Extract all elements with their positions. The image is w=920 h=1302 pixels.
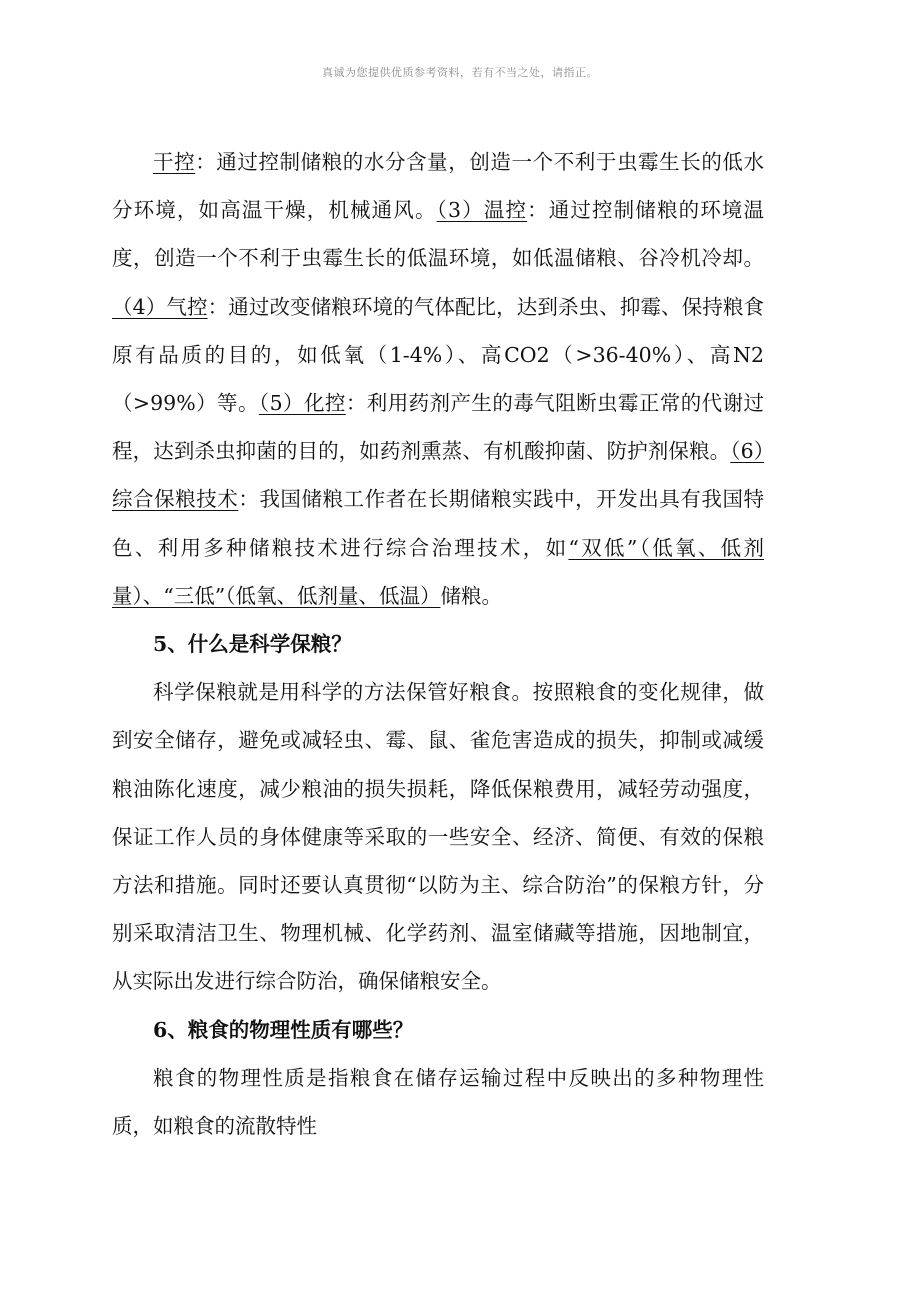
term-gas-control: （4）气控 [112,294,208,319]
paragraph-scientific-storage [112,668,764,1005]
term-integrated-technology: （6）综合保粮技术 [112,439,765,512]
text-run: 科学保粮就是用科学的方法保管好粮食。按照粮食的变化规律，做到安全储存，避免或减轻虫、霉、鼠、雀危害造成的损失，抑制或减缓粮油陈化速度，减少粮油的损失损耗，降低保粮费用，减轻劳动强度，保证工作人员的身体健康等采取的一些安全、经济、简便、有效的保粮方法和措施。同时还要认真贯彻“以防为主、综合防治”的保粮方针，分别采取清洁卫生、物理机械、化学药剂、温室储藏等措施，因地制宜，从实际出发进行综合防治，确保储粮安全。 [112,680,764,994]
text-run: ：通过控制储粮的水分含量，创造一个不利于虫霉生长的低水分环境，如高温干燥，机械通风。 [112,150,765,223]
section-heading-5 [112,620,764,668]
term-chemical-control: （5）化控 [258,391,346,416]
text-run: ：利用药剂产生的毒气阻断虫霉正常的代谢过程，达到杀虫抑菌的目的，如药剂熏蒸、有机酸抑菌、防护剂保粮。 [112,391,765,464]
paragraph-storage-control-methods [112,138,764,620]
heading-text: 5、什么是科学保粮？ [153,632,352,657]
text-run: ：我国储粮工作者在长期储粮实践中，开发出具有我国特色、利用多种储粮技术进行综合治理技术，如 [112,487,765,560]
term-double-low-triple-low: “双低”（低氧、低剂量）、“三低”（低氧、低剂量、低温） [112,535,764,608]
term-temperature-control: （3）温控 [436,198,528,223]
document-body [112,138,764,1150]
page-header-note: 真诚为您提供优质参考资料，若有不当之处，请指正。 [322,66,598,79]
paragraph-physical-properties [112,1054,764,1150]
text-run: 储粮。 [440,583,502,608]
text-run: 粮食的物理性质是指粮食在储存运输过程中反映出的多种物理性质，如粮食的流散特性 [112,1065,764,1139]
text-run: ：通过改变储粮环境的气体配比，达到杀虫、抑霉、保持粮食原有品质的目的，如低氧（1-4%）、高CO2（>36-40%）、高N2（>99%）等。 [112,294,765,416]
term-dry-control: 干控 [153,150,196,174]
heading-text: 6、粮食的物理性质有哪些？ [153,1017,414,1042]
text-run: ：通过控制储粮的环境温度，创造一个不利于虫霉生长的低温环境，如低温储粮、谷冷机冷却。 [112,198,765,271]
section-heading-6 [112,1006,764,1054]
